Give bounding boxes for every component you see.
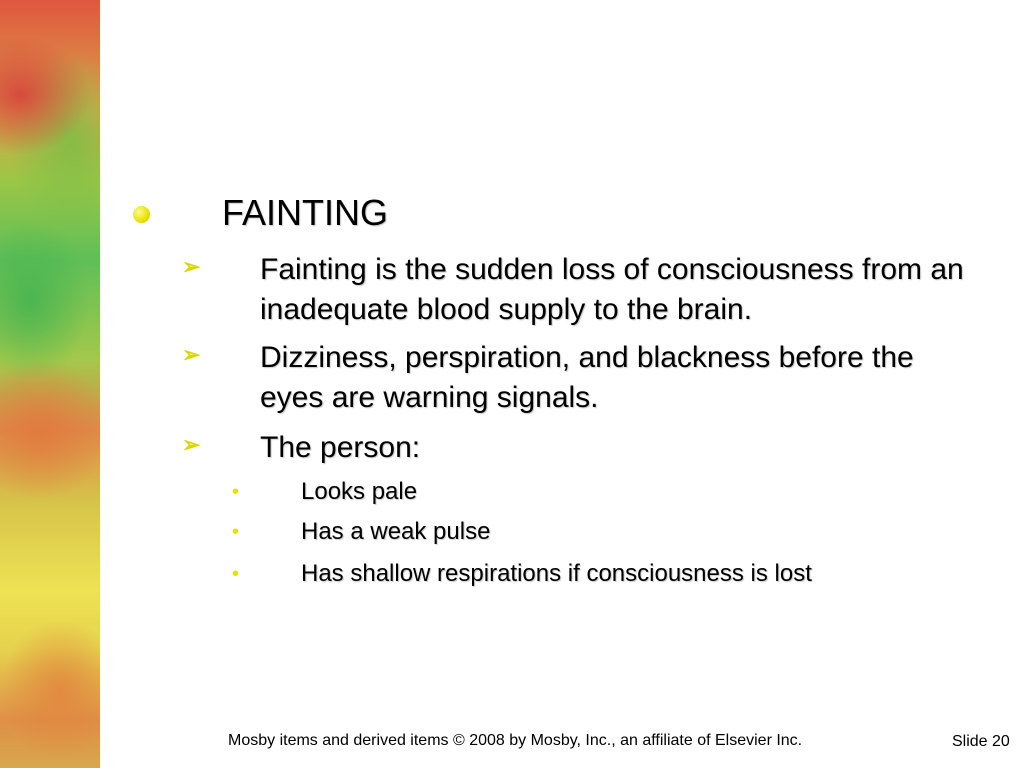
slide-number: Slide 20 xyxy=(952,733,1010,750)
bullet-text: Fainting is the sudden loss of consciousness from an inadequate blood supply to the brain. xyxy=(260,253,964,326)
sub-bullet-text: Has shallow respirations if consciousness is lost xyxy=(301,560,812,587)
bullet-text: The person: xyxy=(260,431,421,464)
copyright-footer: Mosby items and derived items © 2008 by Mosby, Inc., an affiliate of Elsevier Inc. xyxy=(228,732,803,749)
sub-bullet-text: Looks pale xyxy=(301,478,418,505)
dot-bullet-icon: • xyxy=(232,521,240,543)
dot-bullet-icon: • xyxy=(232,481,240,503)
dot-bullet-icon: • xyxy=(232,563,240,585)
round-bullet-icon xyxy=(133,206,150,223)
sub-bullet-text: Has a weak pulse xyxy=(301,518,491,545)
arrow-bullet-icon: ➢ xyxy=(182,342,201,367)
slide-heading: FAINTING xyxy=(222,192,389,233)
bullet-text: Dizziness, perspiration, and blackness before the eyes are warning signals. xyxy=(260,341,914,414)
arrow-bullet-icon: ➢ xyxy=(182,432,201,457)
arrow-bullet-icon: ➢ xyxy=(182,254,201,279)
